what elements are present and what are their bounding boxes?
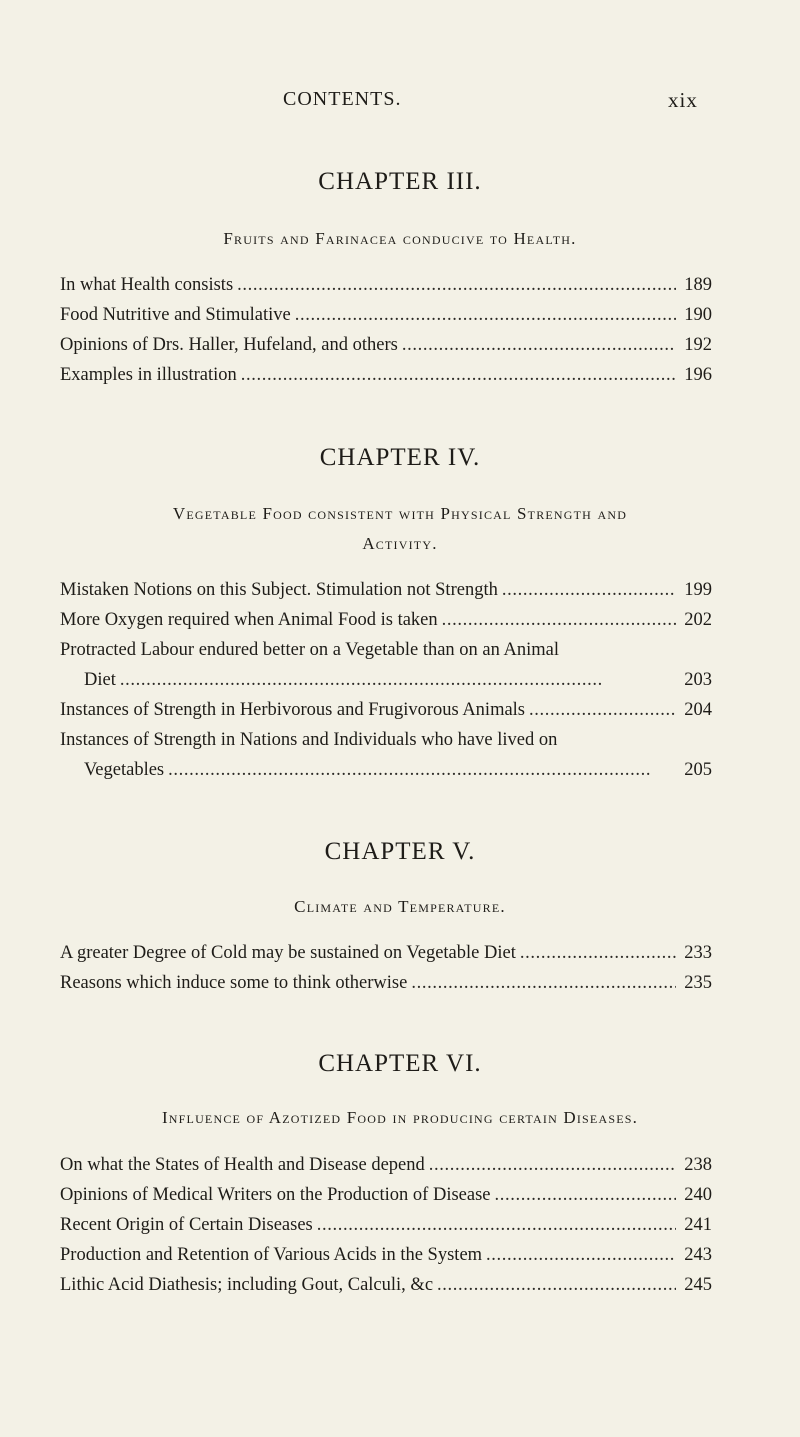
toc-entry[interactable] [60,1180,712,1210]
toc-entry-label: In what Health consists [60,275,234,295]
toc-entry-label: More Oxygen required when Animal Food is taken [60,610,438,630]
toc-entry[interactable] [60,968,712,998]
chapter-3-heading: CHAPTER III. [318,168,482,195]
toc-entry-label: Instances of Strength in Herbivorous and Frugivorous Animals [60,700,526,720]
toc-entry-label: Lithic Acid Diathesis; including Gout, Calculi, &c [60,1275,434,1295]
toc-entry-page: 240 [684,1185,712,1205]
toc-entry-label: Food Nutritive and Stimulative [60,305,291,325]
dot-leader [402,330,676,360]
toc-entry[interactable] [60,938,712,968]
toc-entry[interactable] [60,605,712,635]
toc-entry-label: Mistaken Notions on this Subject. Stimulation not Strength [60,580,498,600]
toc-entry-page: 235 [684,973,712,993]
toc-entry[interactable] [60,360,712,390]
chapter-4-title-line2: Activity. [362,534,438,553]
dot-leader [237,270,676,300]
toc-entry[interactable] [60,270,712,300]
toc-entry[interactable] [60,1150,712,1180]
toc-entry-label: Production and Retention of Various Acids in the System [60,1245,483,1265]
dot-leader [495,1180,677,1210]
toc-entry[interactable] [60,330,712,360]
toc-entry-page: 204 [684,700,712,720]
toc-entry-page: 233 [684,943,712,963]
dot-leader [241,360,676,390]
chapter-3-title: Fruits and Farinacea conducive to Health. [223,229,577,248]
dot-leader [486,1240,676,1270]
dot-leader [411,968,676,998]
toc-entry-page: 202 [684,610,712,630]
toc-entry[interactable] [60,1210,712,1240]
toc-entry-page: 205 [684,760,712,780]
toc-entry[interactable] [84,755,712,785]
toc-entry-page: 241 [684,1215,712,1235]
running-head-title: CONTENTS. [283,88,402,110]
dot-leader [529,695,676,725]
dot-leader [295,300,676,330]
dot-leader [168,755,676,785]
chapter-6-title: Influence of Azotized Food in producing certain Diseases. [161,1108,639,1127]
toc-entry[interactable] [60,300,712,330]
toc-entry-label: Vegetables [84,760,165,780]
toc-entry-first-line[interactable]: Protracted Labour endured better on a Vegetable than on an Animal [60,640,559,660]
toc-entry[interactable] [84,665,712,695]
toc-entry-label: A greater Degree of Cold may be sustained on Vegetable Diet [60,943,516,963]
dot-leader [437,1270,676,1300]
toc-entry[interactable] [60,575,712,605]
dot-leader [120,665,676,695]
dot-leader [442,605,676,635]
toc-entry-label: Reasons which induce some to think otherwise [60,973,408,993]
dot-leader [429,1150,676,1180]
dot-leader [502,575,676,605]
toc-entry-page: 199 [684,580,712,600]
dot-leader [520,938,676,968]
chapter-5-heading: CHAPTER V. [324,838,476,865]
toc-entry[interactable] [60,695,712,725]
toc-entry-page: 238 [684,1155,712,1175]
toc-entry-first-line[interactable]: Instances of Strength in Nations and Individuals who have lived on [60,730,558,750]
chapter-6-heading: CHAPTER VI. [318,1050,482,1077]
toc-entry-label: Opinions of Medical Writers on the Production of Disease [60,1185,491,1205]
page-number: xix [668,88,698,112]
running-head [0,88,800,116]
toc-entry-label: Opinions of Drs. Haller, Hufeland, and others [60,335,398,355]
chapter-5-title: Climate and Temperature. [294,897,506,916]
toc-entry-label: Recent Origin of Certain Diseases [60,1215,313,1235]
toc-entry-page: 190 [684,305,712,325]
toc-entry-page: 196 [684,365,712,385]
toc-entry-label: Diet [84,670,116,690]
toc-entry-page: 192 [684,335,712,355]
dot-leader [317,1210,676,1240]
toc-entry-page: 243 [684,1245,712,1265]
chapter-4-heading: CHAPTER IV. [319,444,481,471]
toc-entry[interactable] [60,1270,712,1300]
toc-entry[interactable] [60,1240,712,1270]
toc-entry-page: 203 [684,670,712,690]
toc-entry-page: 245 [684,1275,712,1295]
toc-entry-label: Examples in illustration [60,365,237,385]
chapter-4-title-line1: Vegetable Food consistent with Physical Strength and [172,504,628,523]
toc-entry-page: 189 [684,275,712,295]
toc-entry-label: On what the States of Health and Disease depend [60,1155,425,1175]
